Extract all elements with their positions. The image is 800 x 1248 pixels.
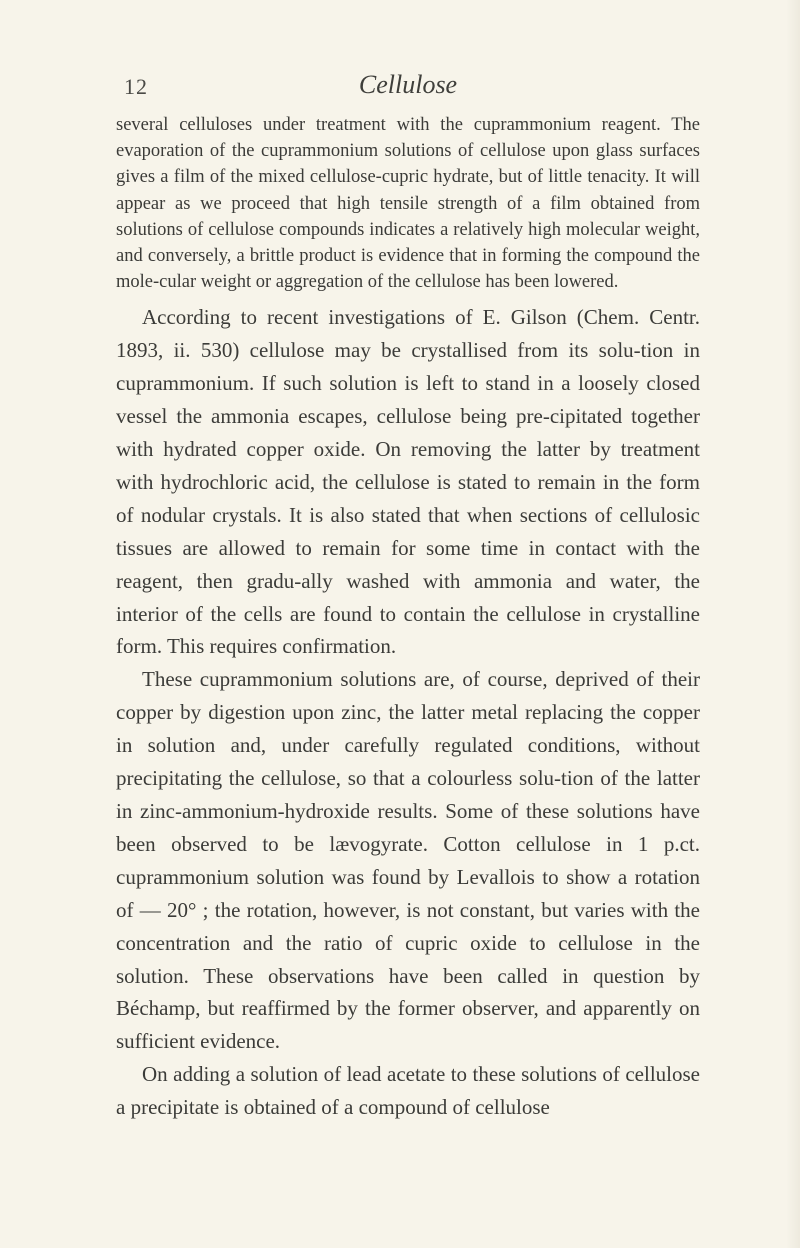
- paragraph-zinc-digestion: These cuprammonium solutions are, of course, deprived of their copper by digestion upon zinc, the latter metal replacing the copper in solution and, under carefully regulated conditions, without precipitating the cellulose, so that a colourless solu-tion of the latter in zinc-ammonium-hydroxide results. Some of these solutions have been observed to be lævogyrate. Cotton cellulose in 1 p.ct. cuprammonium solution was found by Levallois to show a rotation of — 20° ; the rotation, however, is not constant, but varies with the concentration and the ratio of cupric oxide to cellulose in the solution. These observations have been called in question by Béchamp, but reaffirmed by the former observer, and apparently on sufficient evidence.: [116, 667, 700, 1054]
- running-title: Cellulose: [358, 70, 458, 99]
- page-number: 12: [124, 74, 148, 99]
- paragraph-lead-acetate: On adding a solution of lead acetate to these solutions of cellulose a precipitate is obtained of a compound of cellulose: [116, 1062, 700, 1120]
- paragraph-gilson-crystallisation: According to recent investigations of E. Gilson (Chem. Centr. 1893, ii. 530) cellulose may be crystallised from its solu-tion in cuprammonium. If such solution is left to stand in a loosely closed vessel the ammonia escapes, cellulose being pre-cipitated together with hydrated copper oxide. On removing the latter by treatment with hydrochloric acid, the cellulose is stated to remain in the form of nodular crystals. It is also stated that when sections of cellulosic tissues are allowed to remain for some time in contact with the reagent, then gradu-ally washed with ammonia and water, the interior of the cells are found to contain the cellulose in crystalline form. This requires confirmation.: [116, 305, 700, 659]
- page-edge-shadow: [786, 0, 800, 1248]
- body-text: [116, 112, 700, 1124]
- page-header: [116, 70, 700, 110]
- paragraph-continued: several celluloses under treatment with the cuprammonium reagent. The evaporation of the cuprammonium solutions of cellulose upon glass surfaces gives a film of the mixed cellulose-cupric hydrate, but of little tenacity. It will appear as we proceed that high tensile strength of a film obtained from solutions of cellulose compounds indicates a relatively high molecular weight, and conversely, a brittle product is evidence that in forming the compound the mole-cular weight or aggregation of the cellulose has been lowered.: [116, 115, 700, 293]
